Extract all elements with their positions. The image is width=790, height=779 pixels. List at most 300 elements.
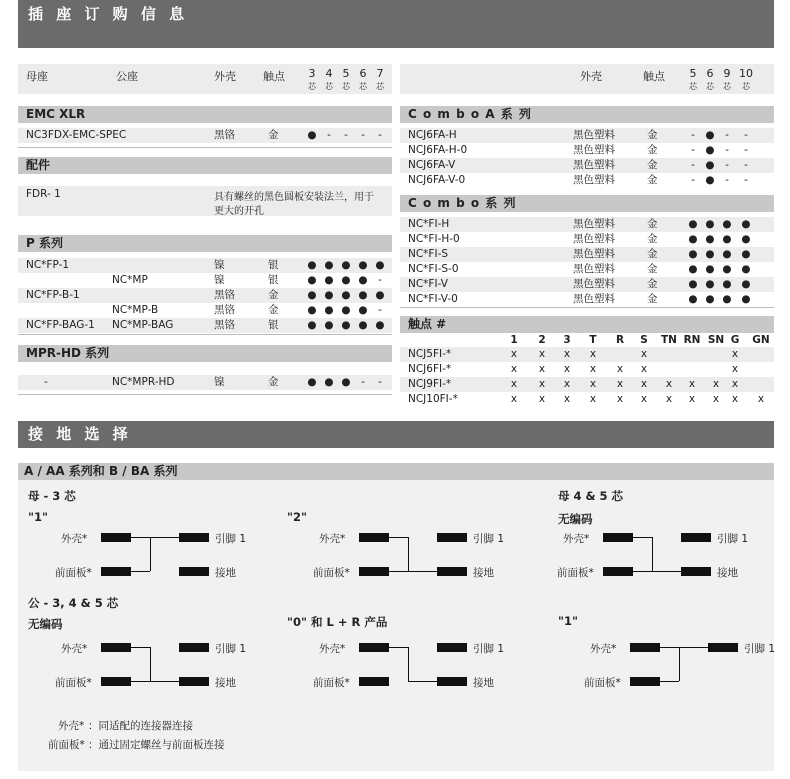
- mark: ●: [688, 218, 698, 230]
- mark: -: [744, 129, 748, 141]
- shell: 黑铬: [214, 129, 235, 141]
- mark: ●: [358, 304, 368, 316]
- shell-pin: [630, 643, 660, 652]
- contact-mark: x: [589, 363, 597, 375]
- female-part: NC*FP-BAG-1: [26, 319, 95, 331]
- mark: ●: [324, 259, 334, 271]
- pin1-label: 引脚 1: [473, 643, 505, 655]
- mark: ●: [341, 319, 351, 331]
- panel-pin: [630, 677, 660, 686]
- male-part: NC*MPR-HD: [112, 376, 175, 388]
- mark: -: [725, 144, 729, 156]
- contact-col: TN: [661, 334, 677, 346]
- mark: ●: [341, 376, 351, 388]
- contact-mark: x: [538, 393, 546, 405]
- mark: -: [378, 376, 382, 388]
- contact-mark: x: [538, 348, 546, 360]
- table-row: [18, 303, 392, 318]
- mark: -: [744, 159, 748, 171]
- table-row: [400, 277, 774, 292]
- accessory-part: FDR- 1: [26, 188, 61, 200]
- col-core: 9: [723, 67, 731, 80]
- mark: -: [361, 129, 365, 141]
- ground-pin: [179, 567, 209, 576]
- male-part: NC*MP-B: [112, 304, 159, 316]
- shell: 黑色塑料: [573, 174, 615, 186]
- mark: -: [344, 129, 348, 141]
- mpr-hd-header: MPR-HD 系列: [18, 345, 392, 362]
- mark: ●: [705, 263, 715, 275]
- contact-mark: x: [731, 348, 739, 360]
- mark: ●: [358, 289, 368, 301]
- mark: ●: [341, 259, 351, 271]
- contact-mark: x: [510, 393, 518, 405]
- part-number: NCJ10FI-*: [408, 393, 458, 405]
- table-row: [400, 247, 774, 262]
- mark: -: [378, 129, 382, 141]
- col-core: 10: [739, 67, 753, 80]
- mark: ●: [722, 263, 732, 275]
- shell: 黑色塑料: [573, 293, 615, 305]
- combo-header: C o m b o 系 列: [400, 195, 774, 212]
- shell-pin: [603, 533, 633, 542]
- mark: -: [725, 129, 729, 141]
- mark: ●: [324, 289, 334, 301]
- mark: ●: [688, 263, 698, 275]
- contact-mark: x: [616, 378, 624, 390]
- shell-label: 外壳*: [563, 533, 590, 545]
- col-core: 5: [342, 67, 350, 80]
- pin1-pin: [179, 533, 209, 542]
- panel-label: 前面板*: [557, 567, 594, 579]
- contact: 银: [268, 259, 279, 271]
- contact-col: 3: [563, 334, 571, 346]
- panel-label: 前面板*: [313, 677, 350, 689]
- contact-mark: x: [640, 363, 648, 375]
- shell: 黑色塑料: [573, 129, 615, 141]
- mark: ●: [705, 233, 715, 245]
- mark: ●: [705, 248, 715, 260]
- mark: ●: [307, 376, 317, 388]
- contact: 金: [268, 129, 279, 141]
- contact-col: 1: [510, 334, 518, 346]
- ground-pin: [179, 677, 209, 686]
- mark: -: [691, 159, 695, 171]
- shell-pin: [101, 533, 131, 542]
- contact-mark: x: [640, 393, 648, 405]
- uncoded: 无编码: [558, 512, 593, 526]
- mark: ●: [705, 129, 715, 141]
- contact: 金: [647, 278, 658, 290]
- mark: ●: [358, 259, 368, 271]
- mark: ●: [341, 274, 351, 286]
- contact-mark: x: [616, 393, 624, 405]
- shell: 镍: [214, 274, 225, 286]
- part-number: NCJ5FI-*: [408, 348, 452, 360]
- mark: ●: [722, 218, 732, 230]
- note-shell-value: ：同适配的连接器连接: [88, 720, 193, 732]
- mark: ●: [307, 274, 317, 286]
- part-number: NCJ9FI-*: [408, 378, 452, 390]
- table-row: [400, 292, 774, 307]
- contact-mark: x: [589, 348, 597, 360]
- shell: 黑色塑料: [573, 159, 615, 171]
- contact: 金: [647, 218, 658, 230]
- contact-mark: x: [563, 378, 571, 390]
- mark: ●: [741, 248, 751, 260]
- panel-pin: [603, 567, 633, 576]
- col-core: 7: [376, 67, 384, 80]
- col-contact: 触点: [263, 70, 285, 83]
- mark: ●: [324, 274, 334, 286]
- mark: ●: [705, 218, 715, 230]
- mark: ●: [688, 293, 698, 305]
- mark: ●: [375, 319, 385, 331]
- shell-label: 外壳*: [61, 533, 88, 545]
- col-core: 6: [359, 67, 367, 80]
- shell: 镍: [214, 259, 225, 271]
- contact: 金: [647, 233, 658, 245]
- contact-mark: x: [731, 393, 739, 405]
- table-row: [18, 288, 392, 303]
- mark: -: [725, 174, 729, 186]
- mark: ●: [705, 293, 715, 305]
- mark: ●: [688, 233, 698, 245]
- table-row: [400, 262, 774, 277]
- option-2: "2": [287, 510, 307, 524]
- mark: ●: [324, 304, 334, 316]
- core-unit: 芯: [325, 82, 333, 91]
- contact-col: 2: [538, 334, 546, 346]
- mark: ●: [741, 233, 751, 245]
- female-3-core-title: 母 - 3 芯: [28, 489, 76, 503]
- mark: ●: [722, 233, 732, 245]
- female-45-core-title: 母 4 & 5 芯: [558, 489, 624, 503]
- contact-col: R: [615, 334, 625, 346]
- mark: ●: [705, 174, 715, 186]
- pin1-pin: [437, 533, 467, 542]
- shell: 黑色塑料: [573, 278, 615, 290]
- shell-label: 外壳*: [61, 643, 88, 655]
- part-number: NC*FI-V-0: [408, 293, 458, 305]
- mark: ●: [741, 293, 751, 305]
- shell-pin: [359, 643, 389, 652]
- table-row: [400, 143, 774, 158]
- shell: 镍: [214, 376, 225, 388]
- table-row: [400, 158, 774, 173]
- contact-mark: x: [538, 363, 546, 375]
- part-number: NC*FI-S: [408, 248, 449, 260]
- mark: ●: [324, 376, 334, 388]
- pin1-label: 引脚 1: [215, 643, 247, 655]
- shell: 黑色塑料: [573, 248, 615, 260]
- contact-mark: x: [712, 378, 720, 390]
- mark: ●: [722, 248, 732, 260]
- contact-col: RN: [683, 334, 701, 346]
- ground-label: 接地: [473, 567, 494, 579]
- shell-pin: [359, 533, 389, 542]
- contact-mark: x: [589, 393, 597, 405]
- table-row: [400, 362, 774, 377]
- mark: ●: [375, 259, 385, 271]
- contact: 金: [268, 304, 279, 316]
- panel-pin: [101, 567, 131, 576]
- shell-label: 外壳*: [590, 643, 617, 655]
- mark: ●: [705, 144, 715, 156]
- shell: 黑铬: [214, 304, 235, 316]
- shell-label: 外壳*: [319, 533, 346, 545]
- emc-xlr-header: EMC XLR: [18, 106, 392, 123]
- table-row: [18, 258, 392, 273]
- contact: 金: [268, 376, 279, 388]
- table-row: [400, 173, 774, 188]
- contact-col: S: [640, 334, 648, 346]
- contact: 金: [647, 263, 658, 275]
- contact: 金: [647, 159, 658, 171]
- contact-mark: x: [563, 363, 571, 375]
- contact-mark: x: [665, 378, 673, 390]
- table-row: [18, 273, 392, 288]
- mark: -: [691, 144, 695, 156]
- shell-label: 外壳*: [319, 643, 346, 655]
- pin1-pin: [681, 533, 711, 542]
- shell: 黑色塑料: [573, 233, 615, 245]
- pin1-pin: [437, 643, 467, 652]
- ground-label: 接地: [473, 677, 494, 689]
- part-number: NCJ6FA-H-0: [408, 144, 468, 156]
- combo-a-header: C o m b o A 系 列: [400, 106, 774, 123]
- contact-mark: x: [510, 363, 518, 375]
- part-number: NCJ6FI-*: [408, 363, 452, 375]
- col-core: 6: [706, 67, 714, 80]
- core-unit: 芯: [359, 82, 367, 91]
- core-unit: 芯: [308, 82, 316, 91]
- contact-mark: x: [640, 348, 648, 360]
- table-row: [18, 375, 392, 390]
- option-1: "1": [28, 510, 48, 524]
- male-part: NC*MP-BAG: [112, 319, 174, 331]
- contact-mark: x: [510, 378, 518, 390]
- accessory-desc: 更大的开孔: [214, 206, 264, 217]
- divider: [18, 147, 392, 148]
- female-part: NC*FP-B-1: [26, 289, 80, 301]
- mark: ●: [307, 304, 317, 316]
- accessory-desc: 具有螺丝的黑色圆板安装法兰，用于: [214, 192, 374, 203]
- contact-mark: x: [665, 393, 673, 405]
- mark: ●: [307, 319, 317, 331]
- mark: -: [691, 174, 695, 186]
- table-row: [400, 128, 774, 143]
- accessories-header: 配件: [18, 157, 392, 174]
- mark: ●: [722, 278, 732, 290]
- table-row: [400, 347, 774, 362]
- contact: 金: [647, 174, 658, 186]
- contact: 银: [268, 319, 279, 331]
- left-table-header: [18, 64, 392, 94]
- mark: -: [744, 144, 748, 156]
- part-number: NC*FI-V: [408, 278, 448, 290]
- divider: [400, 307, 774, 308]
- right-table-header: [400, 64, 774, 94]
- contact-col: SN: [707, 334, 725, 346]
- contact-mark: x: [688, 393, 696, 405]
- contact-col: T: [589, 334, 597, 346]
- contact: 金: [647, 293, 658, 305]
- table-row: [400, 232, 774, 247]
- mark: ●: [341, 289, 351, 301]
- contact: 金: [268, 289, 279, 301]
- note-shell-key: 外壳*: [58, 720, 85, 732]
- part-number: NCJ6FA-V: [408, 159, 456, 171]
- part-number: NC*FI-H: [408, 218, 450, 230]
- part-number: NCJ6FA-H: [408, 129, 457, 141]
- part-number: NCJ6FA-V-0: [408, 174, 466, 186]
- panel-label: 前面板*: [55, 567, 92, 579]
- contact-mark: x: [731, 363, 739, 375]
- divider: [18, 394, 392, 395]
- mark: ●: [722, 293, 732, 305]
- core-unit: 芯: [376, 82, 384, 91]
- panel-pin: [101, 677, 131, 686]
- col-contact: 触点: [643, 70, 665, 83]
- pin1-pin: [708, 643, 738, 652]
- col-core: 4: [325, 67, 333, 80]
- mark: ●: [358, 274, 368, 286]
- panel-pin: [359, 677, 389, 686]
- male-core-title: 公 - 3, 4 & 5 芯: [28, 596, 119, 610]
- table-row: [18, 318, 392, 333]
- ground-label: 接地: [215, 677, 236, 689]
- uncoded: 无编码: [28, 617, 63, 631]
- pin1-label: 引脚 1: [215, 533, 247, 545]
- contact: 银: [268, 274, 279, 286]
- pin1-label: 引脚 1: [717, 533, 749, 545]
- core-unit: 芯: [742, 82, 750, 91]
- mark: ●: [307, 289, 317, 301]
- mark: -: [744, 174, 748, 186]
- ground-pin: [437, 677, 467, 686]
- accessory-row: [18, 186, 392, 216]
- female-part: NC*FP-1: [26, 259, 70, 271]
- pin1-label: 引脚 1: [473, 533, 505, 545]
- grounding-titlebar: 接 地 选 择: [18, 421, 774, 448]
- mark: -: [691, 129, 695, 141]
- contact-mark: x: [731, 378, 739, 390]
- mark: ●: [324, 319, 334, 331]
- ground-label: 接地: [717, 567, 738, 579]
- shell: 黑铬: [214, 319, 235, 331]
- mark: ●: [688, 248, 698, 260]
- contact-mark: x: [510, 348, 518, 360]
- pin1-label: 引脚 1: [744, 643, 776, 655]
- mark: -: [378, 304, 382, 316]
- option-0-lr: "0" 和 L + R 产品: [287, 615, 388, 629]
- contact-col: G: [730, 334, 740, 346]
- col-shell: 外壳: [214, 70, 236, 83]
- order-info-titlebar: 插 座 订 购 信 息: [18, 0, 774, 48]
- mark: ●: [307, 129, 317, 141]
- core-unit: 芯: [723, 82, 731, 91]
- panel-pin: [359, 567, 389, 576]
- core-unit: 芯: [342, 82, 350, 91]
- shell: 黑色塑料: [573, 263, 615, 275]
- panel-label: 前面板*: [584, 677, 621, 689]
- female-part: NC3FDX-EMC-SPEC: [26, 129, 127, 141]
- contact-mark: x: [640, 378, 648, 390]
- contacts-col-header: [400, 333, 774, 348]
- female-part: -: [44, 376, 48, 388]
- mark: -: [378, 274, 382, 286]
- mark: ●: [705, 159, 715, 171]
- table-row: [400, 377, 774, 392]
- col-core: 3: [308, 67, 316, 80]
- mark: ●: [375, 289, 385, 301]
- contact-mark: x: [757, 393, 765, 405]
- mark: -: [725, 159, 729, 171]
- panel-label: 前面板*: [55, 677, 92, 689]
- mark: ●: [341, 304, 351, 316]
- contact-mark: x: [688, 378, 696, 390]
- contact: 金: [647, 144, 658, 156]
- mark: ●: [358, 319, 368, 331]
- note-panel-value: ：通过固定螺丝与前面板连接: [88, 739, 225, 751]
- shell: 黑铬: [214, 289, 235, 301]
- core-unit: 芯: [706, 82, 714, 91]
- mark: ●: [741, 263, 751, 275]
- mark: ●: [688, 278, 698, 290]
- col-female: 母座: [26, 70, 48, 83]
- contact-mark: x: [538, 378, 546, 390]
- contact-mark: x: [563, 348, 571, 360]
- pin1-pin: [179, 643, 209, 652]
- col-core: 5: [689, 67, 697, 80]
- ground-pin: [681, 567, 711, 576]
- contact: 金: [647, 248, 658, 260]
- p-series-header: P 系列: [18, 235, 392, 252]
- contact-mark: x: [616, 363, 624, 375]
- mark: ●: [741, 278, 751, 290]
- mark: -: [327, 129, 331, 141]
- panel-label: 前面板*: [313, 567, 350, 579]
- series-header: A / AA 系列和 B / BA 系列: [18, 463, 774, 480]
- ground-pin: [437, 567, 467, 576]
- contact-col: GN: [752, 334, 770, 346]
- contact-mark: x: [712, 393, 720, 405]
- shell: 黑色塑料: [573, 144, 615, 156]
- contact-mark: x: [589, 378, 597, 390]
- contact-mark: x: [563, 393, 571, 405]
- male-part: NC*MP: [112, 274, 148, 286]
- mark: -: [361, 376, 365, 388]
- part-number: NC*FI-H-0: [408, 233, 460, 245]
- table-row: [400, 217, 774, 232]
- part-number: NC*FI-S-0: [408, 263, 459, 275]
- divider: [18, 334, 392, 335]
- table-row: [400, 392, 774, 407]
- mark: ●: [307, 259, 317, 271]
- shell-pin: [101, 643, 131, 652]
- ground-label: 接地: [215, 567, 236, 579]
- col-shell: 外壳: [580, 70, 602, 83]
- core-unit: 芯: [689, 82, 697, 91]
- option-1b: "1": [558, 614, 578, 628]
- contact: 金: [647, 129, 658, 141]
- note-panel-key: 前面板*: [48, 739, 85, 751]
- col-male: 公座: [116, 70, 138, 83]
- mark: ●: [741, 218, 751, 230]
- table-row: [18, 128, 392, 143]
- mark: ●: [705, 278, 715, 290]
